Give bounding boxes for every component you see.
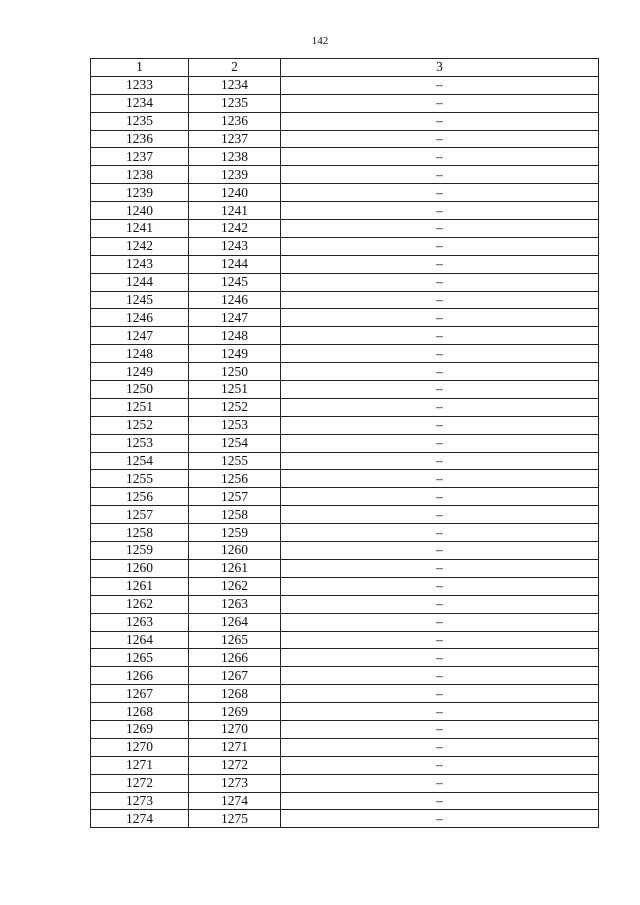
- page-number: 142: [311, 35, 329, 47]
- table-cell-col-1: 1268: [91, 703, 189, 721]
- table-cell-col-1: 1266: [91, 667, 189, 685]
- table-row: [91, 667, 599, 685]
- table-row: [91, 559, 599, 577]
- table-cell-col-2: 1271: [189, 738, 281, 756]
- table-row: [91, 130, 599, 148]
- table-cell-col-2: 1273: [189, 774, 281, 792]
- table-row: [91, 94, 599, 112]
- table-cell-col-1: 1256: [91, 488, 189, 506]
- table-header-row: [91, 59, 599, 77]
- table-cell-col-3: –: [281, 345, 599, 363]
- table-cell-col-1: 1260: [91, 559, 189, 577]
- table-row: [91, 202, 599, 220]
- table-row: [91, 703, 599, 721]
- table-cell-col-2: 1270: [189, 720, 281, 738]
- table-cell-col-2: 1260: [189, 542, 281, 560]
- table-row: [91, 112, 599, 130]
- table-cell-col-2: 1259: [189, 524, 281, 542]
- table-cell-col-3: –: [281, 202, 599, 220]
- table-cell-col-2: 1249: [189, 345, 281, 363]
- table-cell-col-1: 1264: [91, 631, 189, 649]
- table-cell-col-1: 1238: [91, 166, 189, 184]
- table-cell-col-1: 1272: [91, 774, 189, 792]
- table-cell-col-3: –: [281, 237, 599, 255]
- table-cell-col-3: –: [281, 810, 599, 828]
- table-cell-col-2: 1238: [189, 148, 281, 166]
- table-cell-col-2: 1241: [189, 202, 281, 220]
- table-row: [91, 631, 599, 649]
- table-cell-col-3: –: [281, 542, 599, 560]
- table-row: [91, 416, 599, 434]
- table-cell-col-3: –: [281, 506, 599, 524]
- table-cell-col-1: 1250: [91, 381, 189, 399]
- table-cell-col-2: 1274: [189, 792, 281, 810]
- table-cell-col-3: –: [281, 416, 599, 434]
- table-cell-col-2: 1252: [189, 398, 281, 416]
- table-cell-col-1: 1252: [91, 416, 189, 434]
- table-row: [91, 220, 599, 238]
- table-cell-col-3: –: [281, 94, 599, 112]
- column-header-1: 1: [91, 59, 189, 77]
- table-row: [91, 398, 599, 416]
- table-cell-col-3: –: [281, 774, 599, 792]
- table-cell-col-2: 1254: [189, 434, 281, 452]
- table-row: [91, 506, 599, 524]
- table-row: [91, 488, 599, 506]
- table-cell-col-3: –: [281, 363, 599, 381]
- table-cell-col-3: –: [281, 613, 599, 631]
- table-cell-col-3: –: [281, 166, 599, 184]
- table-cell-col-1: 1257: [91, 506, 189, 524]
- table-cell-col-2: 1243: [189, 237, 281, 255]
- table-cell-col-1: 1235: [91, 112, 189, 130]
- table-cell-col-2: 1266: [189, 649, 281, 667]
- table-cell-col-1: 1251: [91, 398, 189, 416]
- table-cell-col-1: 1241: [91, 220, 189, 238]
- table-cell-col-1: 1269: [91, 720, 189, 738]
- table-cell-col-2: 1250: [189, 363, 281, 381]
- table-row: [91, 291, 599, 309]
- table-cell-col-2: 1235: [189, 94, 281, 112]
- table-row: [91, 595, 599, 613]
- table-cell-col-3: –: [281, 667, 599, 685]
- table-cell-col-1: 1259: [91, 542, 189, 560]
- table-cell-col-1: 1262: [91, 595, 189, 613]
- table-row: [91, 774, 599, 792]
- table-cell-col-3: –: [281, 76, 599, 94]
- table-cell-col-1: 1249: [91, 363, 189, 381]
- table-cell-col-3: –: [281, 309, 599, 327]
- table-row: [91, 363, 599, 381]
- table-cell-col-1: 1254: [91, 452, 189, 470]
- data-table: [90, 58, 599, 828]
- table-cell-col-1: 1263: [91, 613, 189, 631]
- table-cell-col-1: 1265: [91, 649, 189, 667]
- table-cell-col-1: 1247: [91, 327, 189, 345]
- table-cell-col-2: 1251: [189, 381, 281, 399]
- table-row: [91, 237, 599, 255]
- table-cell-col-3: –: [281, 470, 599, 488]
- table-cell-col-1: 1246: [91, 309, 189, 327]
- table-cell-col-3: –: [281, 756, 599, 774]
- table-row: [91, 685, 599, 703]
- table-cell-col-3: –: [281, 291, 599, 309]
- table-cell-col-1: 1240: [91, 202, 189, 220]
- table-cell-col-2: 1246: [189, 291, 281, 309]
- table-cell-col-2: 1269: [189, 703, 281, 721]
- table-cell-col-3: –: [281, 577, 599, 595]
- table-row: [91, 649, 599, 667]
- table-row: [91, 613, 599, 631]
- table-row: [91, 184, 599, 202]
- table-row: [91, 148, 599, 166]
- table-cell-col-3: –: [281, 452, 599, 470]
- table-cell-col-1: 1267: [91, 685, 189, 703]
- table-row: [91, 309, 599, 327]
- table-cell-col-3: –: [281, 255, 599, 273]
- table-cell-col-3: –: [281, 703, 599, 721]
- table-row: [91, 345, 599, 363]
- table-cell-col-1: 1242: [91, 237, 189, 255]
- table-cell-col-2: 1234: [189, 76, 281, 94]
- table-cell-col-3: –: [281, 434, 599, 452]
- table-cell-col-3: –: [281, 595, 599, 613]
- table-cell-col-2: 1261: [189, 559, 281, 577]
- table-row: [91, 577, 599, 595]
- table-cell-col-3: –: [281, 631, 599, 649]
- table-cell-col-1: 1233: [91, 76, 189, 94]
- table-cell-col-2: 1239: [189, 166, 281, 184]
- table-cell-col-2: 1247: [189, 309, 281, 327]
- table-cell-col-2: 1263: [189, 595, 281, 613]
- table-row: [91, 166, 599, 184]
- table-cell-col-3: –: [281, 720, 599, 738]
- table-cell-col-2: 1248: [189, 327, 281, 345]
- table-row: [91, 327, 599, 345]
- table-cell-col-1: 1248: [91, 345, 189, 363]
- table-cell-col-3: –: [281, 398, 599, 416]
- table-row: [91, 434, 599, 452]
- table-cell-col-2: 1245: [189, 273, 281, 291]
- table-cell-col-3: –: [281, 488, 599, 506]
- table-cell-col-2: 1242: [189, 220, 281, 238]
- table-cell-col-1: 1237: [91, 148, 189, 166]
- table-row: [91, 470, 599, 488]
- table-row: [91, 452, 599, 470]
- table-cell-col-3: –: [281, 559, 599, 577]
- table-cell-col-1: 1258: [91, 524, 189, 542]
- table-cell-col-2: 1257: [189, 488, 281, 506]
- table-cell-col-2: 1236: [189, 112, 281, 130]
- table-cell-col-3: –: [281, 112, 599, 130]
- table-cell-col-2: 1237: [189, 130, 281, 148]
- table-cell-col-2: 1256: [189, 470, 281, 488]
- table-cell-col-2: 1272: [189, 756, 281, 774]
- table-cell-col-2: 1240: [189, 184, 281, 202]
- table-cell-col-1: 1253: [91, 434, 189, 452]
- table-cell-col-3: –: [281, 327, 599, 345]
- table-row: [91, 381, 599, 399]
- table-row: [91, 255, 599, 273]
- table-cell-col-3: –: [281, 524, 599, 542]
- table-cell-col-3: –: [281, 130, 599, 148]
- table-cell-col-1: 1270: [91, 738, 189, 756]
- table-row: [91, 273, 599, 291]
- table-cell-col-2: 1268: [189, 685, 281, 703]
- table-cell-col-1: 1245: [91, 291, 189, 309]
- table-cell-col-2: 1264: [189, 613, 281, 631]
- table-cell-col-1: 1239: [91, 184, 189, 202]
- table-cell-col-2: 1255: [189, 452, 281, 470]
- table-cell-col-2: 1265: [189, 631, 281, 649]
- table-cell-col-3: –: [281, 220, 599, 238]
- table-cell-col-2: 1262: [189, 577, 281, 595]
- table-cell-col-1: 1236: [91, 130, 189, 148]
- table-cell-col-3: –: [281, 273, 599, 291]
- table-row: [91, 810, 599, 828]
- table-cell-col-2: 1244: [189, 255, 281, 273]
- column-header-2: 2: [189, 59, 281, 77]
- table-cell-col-1: 1273: [91, 792, 189, 810]
- table-cell-col-2: 1267: [189, 667, 281, 685]
- table-cell-col-1: 1234: [91, 94, 189, 112]
- table-cell-col-1: 1243: [91, 255, 189, 273]
- table-cell-col-2: 1258: [189, 506, 281, 524]
- table-row: [91, 738, 599, 756]
- table-cell-col-3: –: [281, 792, 599, 810]
- table-cell-col-1: 1271: [91, 756, 189, 774]
- table-cell-col-1: 1255: [91, 470, 189, 488]
- table-cell-col-3: –: [281, 148, 599, 166]
- table-cell-col-3: –: [281, 738, 599, 756]
- table-cell-col-3: –: [281, 184, 599, 202]
- table-row: [91, 756, 599, 774]
- table-cell-col-1: 1261: [91, 577, 189, 595]
- table-cell-col-3: –: [281, 685, 599, 703]
- table-row: [91, 524, 599, 542]
- table-cell-col-3: –: [281, 649, 599, 667]
- table-row: [91, 720, 599, 738]
- table-row: [91, 76, 599, 94]
- table-row: [91, 792, 599, 810]
- table-cell-col-3: –: [281, 381, 599, 399]
- table-cell-col-1: 1244: [91, 273, 189, 291]
- table-row: [91, 542, 599, 560]
- table-body: [91, 76, 599, 827]
- table-cell-col-2: 1275: [189, 810, 281, 828]
- column-header-3: 3: [281, 59, 599, 77]
- table-cell-col-2: 1253: [189, 416, 281, 434]
- table-cell-col-1: 1274: [91, 810, 189, 828]
